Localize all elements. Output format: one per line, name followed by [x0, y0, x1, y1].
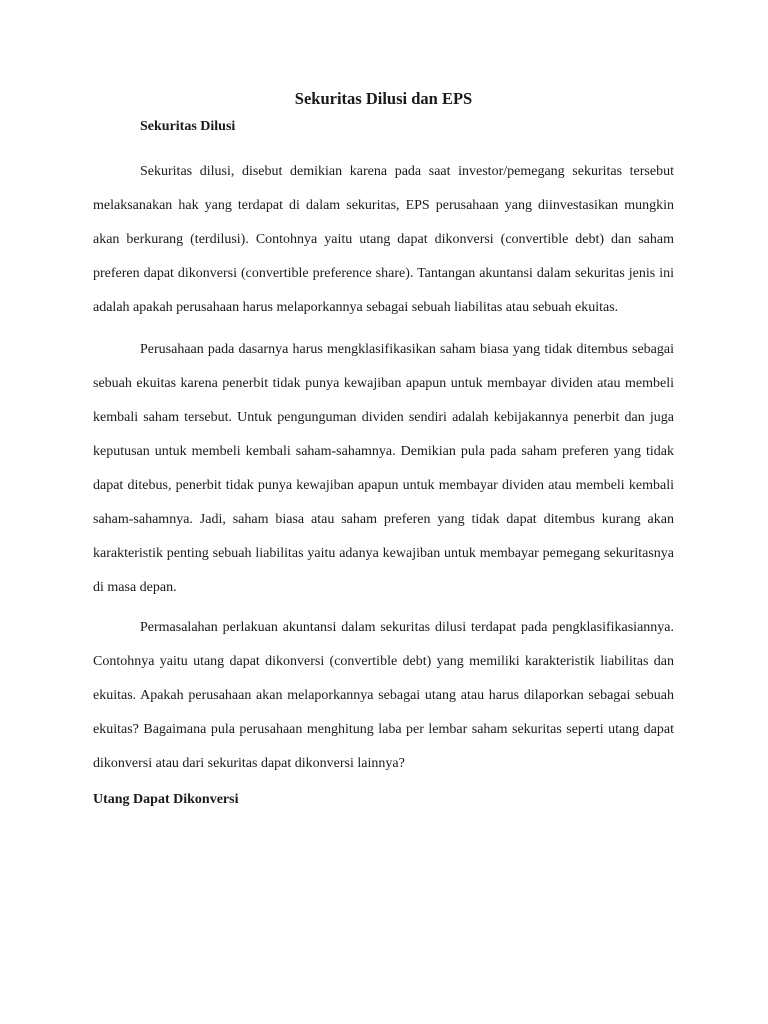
paragraph-3: Permasalahan perlakuan akuntansi dalam sekuritas dilusi terdapat pada pengklasifikasiannya. Contohnya yaitu utang dapat dikonversi (convertible debt) yang memiliki karakteristik liabilitas dan ekuitas. Apakah perusahaan akan melaporkannya sebagai utang atau harus dilaporkan sebagai sebuah ekuitas? Bagaimana pula perusahaan menghitung laba per lembar saham sekuritas seperti utang dapat dikonversi atau dari sekuritas dapat dikonversi lainnya? — [93, 620, 674, 771]
section-heading-utang-dapat-dikonversi: Utang Dapat Dikonversi — [93, 792, 239, 807]
document-page — [93, 88, 674, 809]
document-title: Sekuritas Dilusi dan EPS — [294, 89, 473, 108]
paragraph-2: Perusahaan pada dasarnya harus mengklasifikasikan saham biasa yang tidak ditembus sebagai sebuah ekuitas karena penerbit tidak punya kewajiban apapun untuk membayar dividen atau membeli kembali saham tersebut. Untuk pengunguman dividen sendiri adalah kebijakannya penerbit dan juga keputusan untuk membeli kembali saham-sahamnya. Demikian pula pada saham preferen yang tidak dapat ditebus, penerbit tidak punya kewajiban apapun untuk membayar dividen atau membeli kembali saham-sahamnya. Jadi, saham biasa atau saham preferen yang tidak dapat ditembus kurang akan karakteristik penting sebuah liabilitas yaitu adanya kewajiban untuk membayar pemegang sekuritasnya di masa depan. — [93, 342, 674, 595]
paragraph-1: Sekuritas dilusi, disebut demikian karena pada saat investor/pemegang sekuritas tersebut melaksanakan hak yang terdapat di dalam sekuritas, EPS perusahaan yang diinvestasikan mungkin akan berkurang (terdilusi). Contohnya yaitu utang dapat dikonversi (convertible debt) dan saham preferen dapat dikonversi (convertible preference share). Tantangan akuntansi dalam sekuritas jenis ini adalah apakah perusahaan harus melaporkannya sebagai sebuah liabilitas atau sebuah ekuitas. — [93, 164, 674, 315]
subheading-sekuritas-dilusi: Sekuritas Dilusi — [140, 119, 236, 134]
